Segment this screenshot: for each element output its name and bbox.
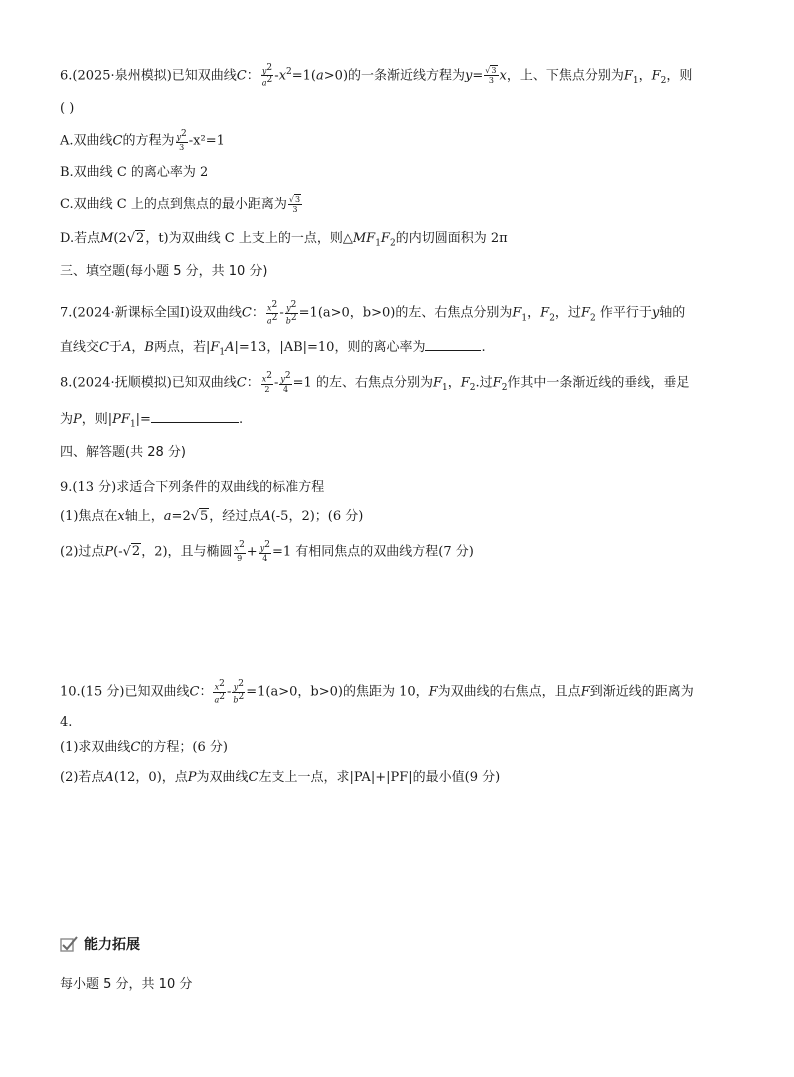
fraction-y2-4b: $\frac{y^2}{4}$ <box>259 540 270 563</box>
fraction-x2-2: $\frac{x^2}{2}$ <box>261 371 272 394</box>
q7-line1: 7.(2024·新课标全国Ⅰ)设双曲线C： $\frac{x^2}{a^2}$ - $\frac{y^2}{b^2}$ =1(a>0，b>0)的左、右焦点分别为$F_1$，$F_2$，过$F_2$ 作平行于y轴的 <box>60 300 686 326</box>
q7-answer-blank[interactable] <box>425 350 481 351</box>
q8-answer-blank[interactable] <box>151 422 239 423</box>
fraction-y2-b2b: $\frac{y^2}{b^2}$ <box>233 679 245 705</box>
q9-stem: 9.(13 分)求适合下列条件的双曲线的标准方程 <box>60 480 325 495</box>
q6-option-b: B.双曲线 C 的离心率为 2 <box>60 165 209 180</box>
fraction-sqrt3-3: $\frac{√3}{3}$ <box>485 66 497 86</box>
fraction-x2-a2: $\frac{x^2}{a^2}$ <box>266 300 278 326</box>
fraction-x2-9: $\frac{x^2}{9}$ <box>234 540 245 563</box>
fraction-y2-b2: $\frac{y^2}{b^2}$ <box>285 300 297 326</box>
q6-stem: 6.(2025·泉州模拟)已知双曲线C： $\frac{y^2}{a^2}$ $-x^2=1(a>0)$的一条渐近线方程为y= $\frac{√3}{3}$ x，上、下焦点分别为$F_1$，$F_2$，则 <box>60 62 693 88</box>
ability-note: 每小题 5 分，共 10 分 <box>60 977 193 992</box>
fraction-y2-3: $\frac{y^2}{3}$ <box>176 129 187 152</box>
q6-option-d: D.若点M(2√2，t)为双曲线 C 上支上的一点，则$\triangle MF_1F_2$的内切圆面积为 2π <box>60 231 508 249</box>
q7-line2: 直线交C于A，B两点，若$|F_1A|=13$，|AB|=10，则的离心率为 . <box>60 340 486 358</box>
q8-line2: 为P，则$|PF_1|=$ . <box>60 412 244 430</box>
q10-part1: (1)求双曲线C的方程；(6 分) <box>60 740 228 755</box>
q6-option-c: C.双曲线 C 上的点到焦点的最小距离为 $\frac{√3}{3}$ <box>60 195 301 214</box>
section-fill-in-title: 三、填空题(每小题 5 分，共 10 分) <box>60 264 268 279</box>
fraction-sqrt3-3b: $\frac{√3}{3}$ <box>288 195 301 214</box>
checkmark-box-icon <box>60 936 78 952</box>
q8-line1: 8.(2024·抚顺模拟)已知双曲线C： $\frac{x^2}{2}$ - $\frac{y^2}{4}$ =1 的左、右焦点分别为$F_1$，$F_2$.过$F_2$作其中一条渐近线的垂线，垂足 <box>60 371 690 394</box>
section-solutions-title: 四、解答题(共 28 分) <box>60 445 186 460</box>
q9-part1: (1)焦点在x轴上，a=2√5，经过点A(-5，2)；(6 分) <box>60 509 364 524</box>
q9-part2: (2)过点P(-√2，2)，且与椭圆 $\frac{x^2}{9}$ + $\frac{y^2}{4}$ =1 有相同焦点的双曲线方程(7 分) <box>60 540 474 563</box>
ability-section-header <box>60 934 140 954</box>
fraction-x2-a2b: $\frac{x^2}{a^2}$ <box>214 679 225 705</box>
fraction-y2-4: $\frac{y^2}{4}$ <box>280 371 291 394</box>
fraction-y2-a2: $\frac{y^2}{a^2}$ <box>261 62 273 88</box>
q6-answer-paren: ( ) <box>60 101 75 116</box>
q10-line2: 4. <box>60 715 73 730</box>
ability-title: 能力拓展 <box>84 937 140 953</box>
q10-part2: (2)若点A(12，0)，点P为双曲线C左支上一点，求|PA|+|PF|的最小值(9 分) <box>60 770 501 785</box>
q10-line1: 10.(15 分)已知双曲线C： $\frac{x^2}{a^2}$ - $\frac{y^2}{b^2}$ =1(a>0，b>0)的焦距为 10，F为双曲线的右焦点，且点F到渐近线的距离为 <box>60 679 694 705</box>
q6-option-a: A.双曲线C的方程为 $\frac{y^2}{3}$ -x²=1 <box>60 129 225 152</box>
